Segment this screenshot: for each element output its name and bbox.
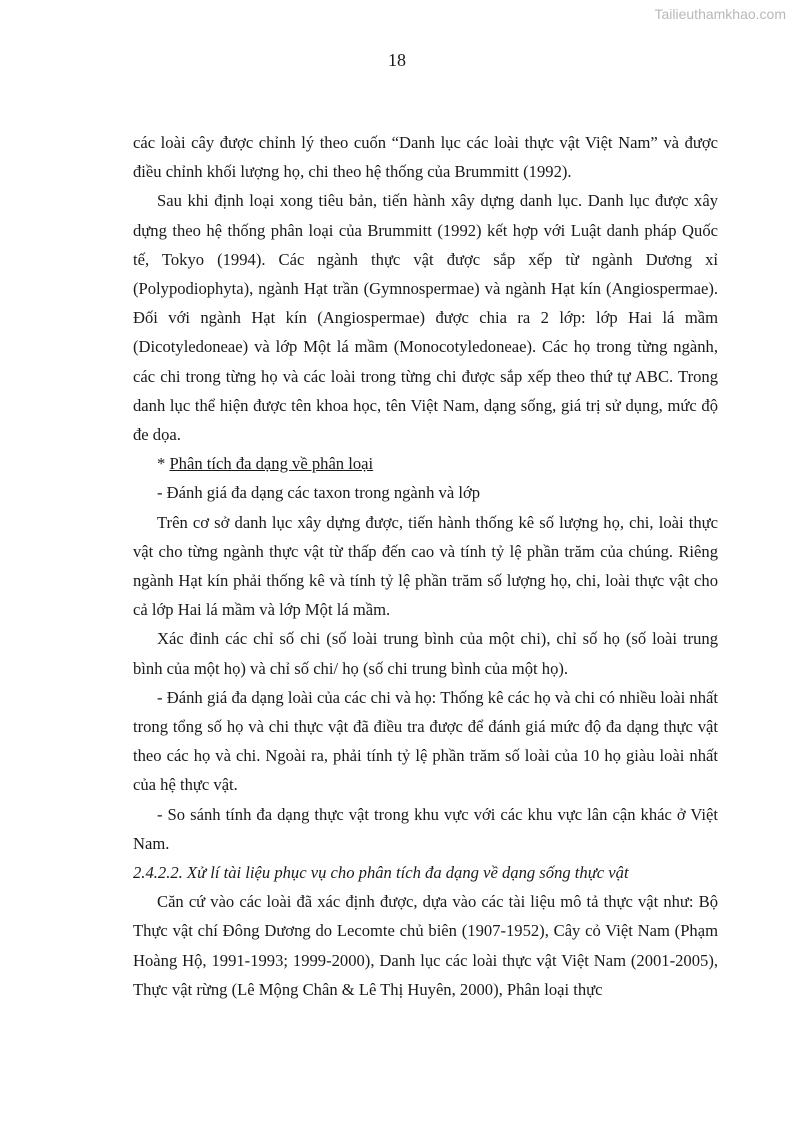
watermark: Tailieuthamkhao.com — [654, 6, 786, 22]
document-body — [133, 128, 718, 1004]
section-heading-taxonomy — [133, 449, 718, 478]
subsection-heading-2-4-2-2: 2.4.2.2. Xử lí tài liệu phục vụ cho phân tích đa dạng về dạng sống thực vật — [133, 863, 629, 883]
paragraph-2: Sau khi định loại xong tiêu bản, tiến hành xây dựng danh lục. Danh lục được xây dựng theo hệ thống phân loại của Brummitt (1992) kết hợp với Luật danh pháp Quốc tế, Tokyo (1994). Các ngành thực vật được sắp xếp từ ngành Dương xỉ (Polypodiophyta), ngành Hạt trần (Gymnospermae) và ngành Hạt kín (Angiospermae). Đối với ngành Hạt kín (Angiospermae) được chia ra 2 lớp: lớp Hai lá mầm (Dicotyledoneae) và lớp Một lá mầm (Monocotyledoneae). Các họ trong từng ngành, các chi trong từng họ và các loài trong từng chi được sắp xếp theo thứ tự ABC. Trong danh lục thể hiện được tên khoa học, tên Việt Nam, dạng sống, giá trị sử dụng, mức độ đe dọa. — [133, 191, 718, 445]
paragraph-7: - So sánh tính đa dạng thực vật trong khu vực với các khu vực lân cận khác ở Việt Nam. — [133, 804, 718, 853]
paragraph-8: Căn cứ vào các loài đã xác định được, dựa vào các tài liệu mô tả thực vật như: Bộ Thực vật chí Đông Dương do Lecomte chủ biên (1907-1952), Cây cỏ Việt Nam (Phạm Hoàng Hộ, 1991-1993; 1999-2000), Danh lục các loài thực vật Việt Nam (2001-2005), Thực vật rừng (Lê Mộng Chân & Lê Thị Huyên, 2000), Phân loại thực — [133, 892, 718, 999]
paragraph-4: Trên cơ sở danh lục xây dựng được, tiến hành thống kê số lượng họ, chi, loài thực vật cho từng ngành thực vật từ thấp đến cao và tính tỷ lệ phần trăm của chúng. Riêng ngành Hạt kín phải thống kê và tính tỷ lệ phần trăm số lượng họ, chi, loài thực vật cho cả lớp Hai lá mầm và lớp Một lá mầm. — [133, 512, 718, 620]
paragraph-3: - Đánh giá đa dạng các taxon trong ngành và lớp — [157, 483, 481, 503]
heading-taxonomy-text: Phân tích đa dạng về phân loại — [169, 454, 374, 474]
page-number: 18 — [388, 50, 406, 70]
heading-bullet: * — [157, 454, 170, 474]
paragraph-1: các loài cây được chỉnh lý theo cuốn “Danh lục các loài thực vật Việt Nam” và được điều chỉnh khối lượng họ, chi theo hệ thống của Brummitt (1992). — [133, 133, 718, 182]
paragraph-5: Xác đinh các chỉ số chi (số loài trung bình của một chi), chỉ số họ (số loài trung bình của một họ) và chỉ số chi/ họ (số chi trung bình của một họ). — [133, 629, 718, 678]
paragraph-6: - Đánh giá đa dạng loài của các chi và họ: Thống kê các họ và chi có nhiều loài nhất trong tổng số họ và chi thực vật đã điều tra được để đánh giá mức độ đa dạng thực vật theo các họ và chi. Ngoài ra, phải tính tỷ lệ phần trăm số loài của 10 họ giàu loài nhất của hệ thực vật. — [133, 687, 718, 795]
